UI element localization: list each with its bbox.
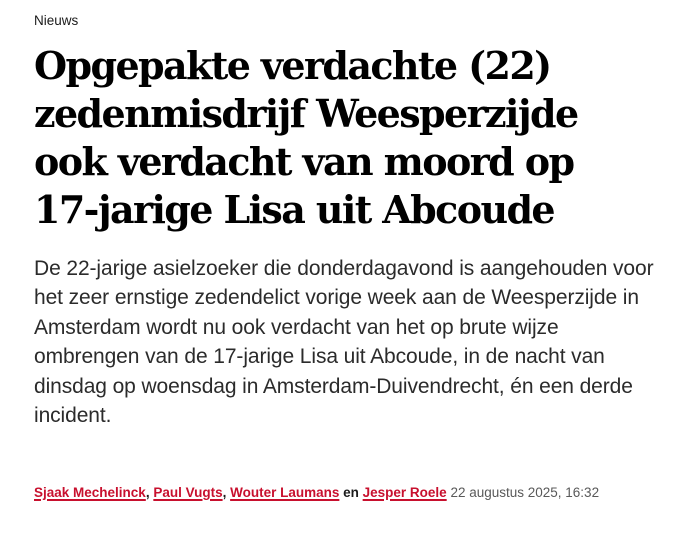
publish-date: 22 augustus 2025, 16:32	[450, 485, 600, 500]
author-link[interactable]: Sjaak Mechelinck	[34, 485, 146, 500]
author-separator: ,	[145, 485, 154, 500]
author-separator: ,	[222, 485, 231, 500]
author-link[interactable]: Jesper Roele	[362, 485, 447, 500]
article-headline: Opgepakte verdachte (22) zedenmisdrijf Weesperzijde ook verdacht van moord op 17-jarige Lisa uit Abcoude	[34, 43, 578, 232]
author-link[interactable]: Paul Vugts	[153, 485, 223, 500]
byline	[34, 482, 654, 503]
section-label-link[interactable]: Nieuws	[34, 13, 79, 28]
author-link[interactable]: Wouter Laumans	[230, 485, 340, 500]
author-conjunction: en	[339, 485, 363, 500]
article-lead: De 22-jarige asielzoeker die donderdagavond is aangehouden voor het zeer ernstige zedendelict vorige week aan de Weesperzijde in Amsterdam wordt nu ook verdacht van het op brute wijze ombrengen van de 17-jarige Lisa uit Abcoude, in de nacht van dinsdag op woensdag in Amsterdam-Duivendrecht, én een derde incident.	[34, 257, 654, 428]
